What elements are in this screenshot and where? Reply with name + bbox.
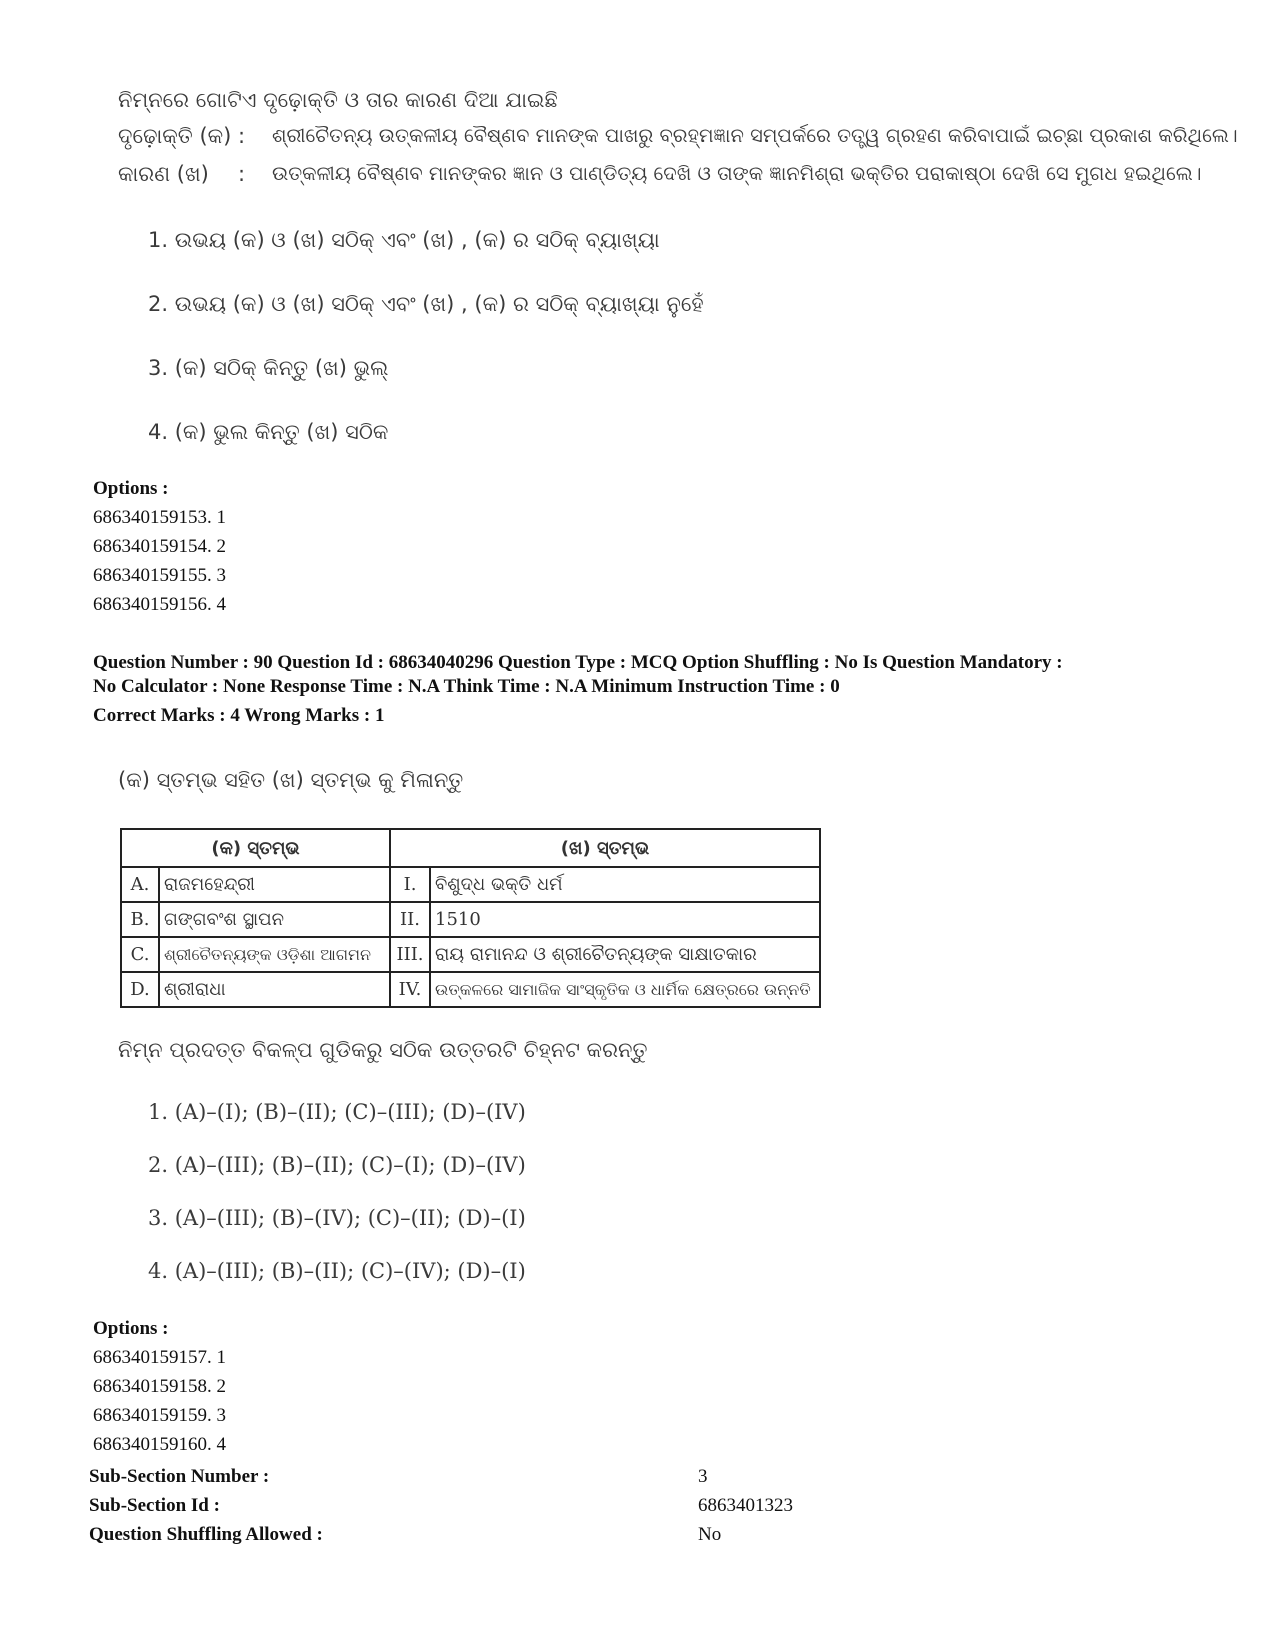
row-roman: I.: [390, 867, 430, 902]
q89-reason-text: ଉତ୍କଳୀୟ ବୈଷ୍ଣବ ମାନଙ୍କର ଜ୍ଞାନ ଓ ପାଣ୍ଡିତ୍ୟ ଦେଖି ଓ ତାଙ୍କ ଜ୍ଞାନମିଶ୍ରା ଭକ୍ତିର ପରାକାଷ୍ଠା ଦେଖି ସେ ମୁଗଧ ହଇଥିଲେ।: [272, 162, 1202, 185]
table-row: [121, 972, 820, 1007]
subsection-number-label: Sub-Section Number :: [89, 1466, 270, 1487]
q89-intro: ନିମ୍ନରେ ଗୋଟିଏ ଦୃଢ଼ୋକ୍ତି ଓ ତାର କାରଣ ଦିଆ ଯାଇଛି: [118, 88, 558, 112]
q89-assertion-label: ଦୃଢ଼ୋକ୍ତି (କ): [118, 124, 232, 148]
row-roman: IV.: [390, 972, 430, 1007]
q90-option-4: 686340159160. 4: [93, 1434, 226, 1455]
table-row: [121, 937, 820, 972]
q90-option-3: 686340159159. 3: [93, 1405, 226, 1426]
q89-choice-3: 3. (କ) ସଠିକ୍ କିନ୍ତୁ (ଖ) ଭୁଲ୍: [148, 356, 389, 380]
table-row: [121, 902, 820, 937]
row-roman: III.: [390, 937, 430, 972]
q89-choice-4: 4. (କ) ଭୁଲ କିନ୍ତୁ (ଖ) ସଠିକ: [148, 420, 389, 444]
column-a-header: (କ) ସ୍ତମ୍ଭ: [121, 829, 390, 867]
q89-assertion-text: ଶ୍ରୀଚୈତନ୍ୟ ଉତ୍କଳୀୟ ବୈଷ୍ଣବ ମାନଙ୍କ ପାଖରୁ ବ୍ରହ୍ମଜ୍ଞାନ ସମ୍ପର୍କରେ ତତ୍ତ୍ୱ ଗ୍ରହଣ କରିବାପାଇଁ ଇଚ୍ଛା ପ୍ରକାଶ କରିଥିଲେ।: [272, 124, 1238, 147]
q90-options-heading: Options :: [93, 1318, 169, 1339]
column-a-cell: ରାଜମହେନ୍ଦ୍ରୀ: [159, 867, 390, 902]
q90-choice-4: 4. (A)–(III); (B)–(II); (C)–(IV); (D)–(I): [148, 1259, 526, 1283]
match-table: [120, 828, 821, 1008]
row-key: B.: [121, 902, 159, 937]
question-shuffling-value: No: [698, 1524, 722, 1545]
row-key: A.: [121, 867, 159, 902]
column-a-cell: ଶ୍ରୀରାଧା: [159, 972, 390, 1007]
subsection-number-value: 3: [698, 1466, 708, 1487]
q89-option-4: 686340159156. 4: [93, 594, 226, 615]
q89-option-1: 686340159153. 1: [93, 507, 226, 528]
q90-prompt: (କ) ସ୍ତମ୍ଭ ସହିତ (ଖ) ସ୍ତମ୍ଭ କୁ ମିଳାନ୍ତୁ: [118, 768, 464, 792]
column-b-header: (ଖ) ସ୍ତମ୍ଭ: [390, 829, 820, 867]
match-table-header: [121, 829, 820, 867]
column-b-cell: ବିଶୁଦ୍ଧ ଭକ୍ତି ଧର୍ମ: [430, 867, 820, 902]
q90-choice-3: 3. (A)–(III); (B)–(IV); (C)–(II); (D)–(I): [148, 1206, 526, 1230]
q90-option-2: 686340159158. 2: [93, 1376, 226, 1397]
q89-reason-label: କାରଣ (ଖ): [118, 162, 209, 186]
q89-option-2: 686340159154. 2: [93, 536, 226, 557]
subsection-id-label: Sub-Section Id :: [89, 1495, 220, 1516]
column-a-cell: ଶ୍ରୀଚୈତନ୍ୟଙ୍କ ଓଡ଼ିଶା ଆଗମନ: [159, 937, 390, 972]
q89-option-3: 686340159155. 3: [93, 565, 226, 586]
q90-instruction: ନିମ୍ନ ପ୍ରଦତ୍ତ ବିକଳ୍ପ ଗୁଡିକରୁ ସଠିକ ଉତ୍ତରଟି ଚିହ୍ନଟ କରନ୍ତୁ: [118, 1038, 648, 1062]
question-shuffling-label: Question Shuffling Allowed :: [89, 1524, 323, 1545]
q89-assertion-colon: :: [238, 124, 246, 148]
q89-choice-1: 1. ଉଭୟ (କ) ଓ (ଖ) ସଠିକ୍ ଏବଂ (ଖ) , (କ) ର ସଠିକ୍ ବ୍ୟାଖ୍ୟା: [148, 228, 660, 252]
row-key: C.: [121, 937, 159, 972]
q89-options-heading: Options :: [93, 478, 169, 499]
column-b-cell: 1510: [430, 902, 820, 937]
q90-marks: Correct Marks : 4 Wrong Marks : 1: [93, 705, 385, 726]
q90-meta-line-2: No Calculator : None Response Time : N.A Think Time : N.A Minimum Instruction Time : 0: [93, 676, 840, 697]
q89-reason-colon: :: [238, 162, 246, 186]
column-a-cell: ଗଙ୍ଗବଂଶ ସ୍ଥାପନ: [159, 902, 390, 937]
q90-option-1: 686340159157. 1: [93, 1347, 226, 1368]
q89-choice-2: 2. ଉଭୟ (କ) ଓ (ଖ) ସଠିକ୍ ଏବଂ (ଖ) , (କ) ର ସଠିକ୍ ବ୍ୟାଖ୍ୟା ନୁହେଁ: [148, 292, 704, 316]
q90-choice-1: 1. (A)–(I); (B)–(II); (C)–(III); (D)–(IV): [148, 1100, 526, 1124]
table-row: [121, 867, 820, 902]
row-roman: II.: [390, 902, 430, 937]
column-b-cell: ରାୟ ରାମାନନ୍ଦ ଓ ଶ୍ରୀଚୈତନ୍ୟଙ୍କ ସାକ୍ଷାତକାର: [430, 937, 820, 972]
q90-meta-line-1: Question Number : 90 Question Id : 68634040296 Question Type : MCQ Option Shuffling : No Is Question Mandatory :: [93, 652, 1063, 673]
q90-choice-2: 2. (A)–(III); (B)–(II); (C)–(I); (D)–(IV): [148, 1153, 526, 1177]
row-key: D.: [121, 972, 159, 1007]
subsection-id-value: 6863401323: [698, 1495, 793, 1516]
column-b-cell: ଉତ୍କଳରେ ସାମାଜିକ ସାଂସ୍କୃତିକ ଓ ଧାର୍ମିକ କ୍ଷେତ୍ରରେ ଉନ୍ନତି: [430, 972, 820, 1007]
